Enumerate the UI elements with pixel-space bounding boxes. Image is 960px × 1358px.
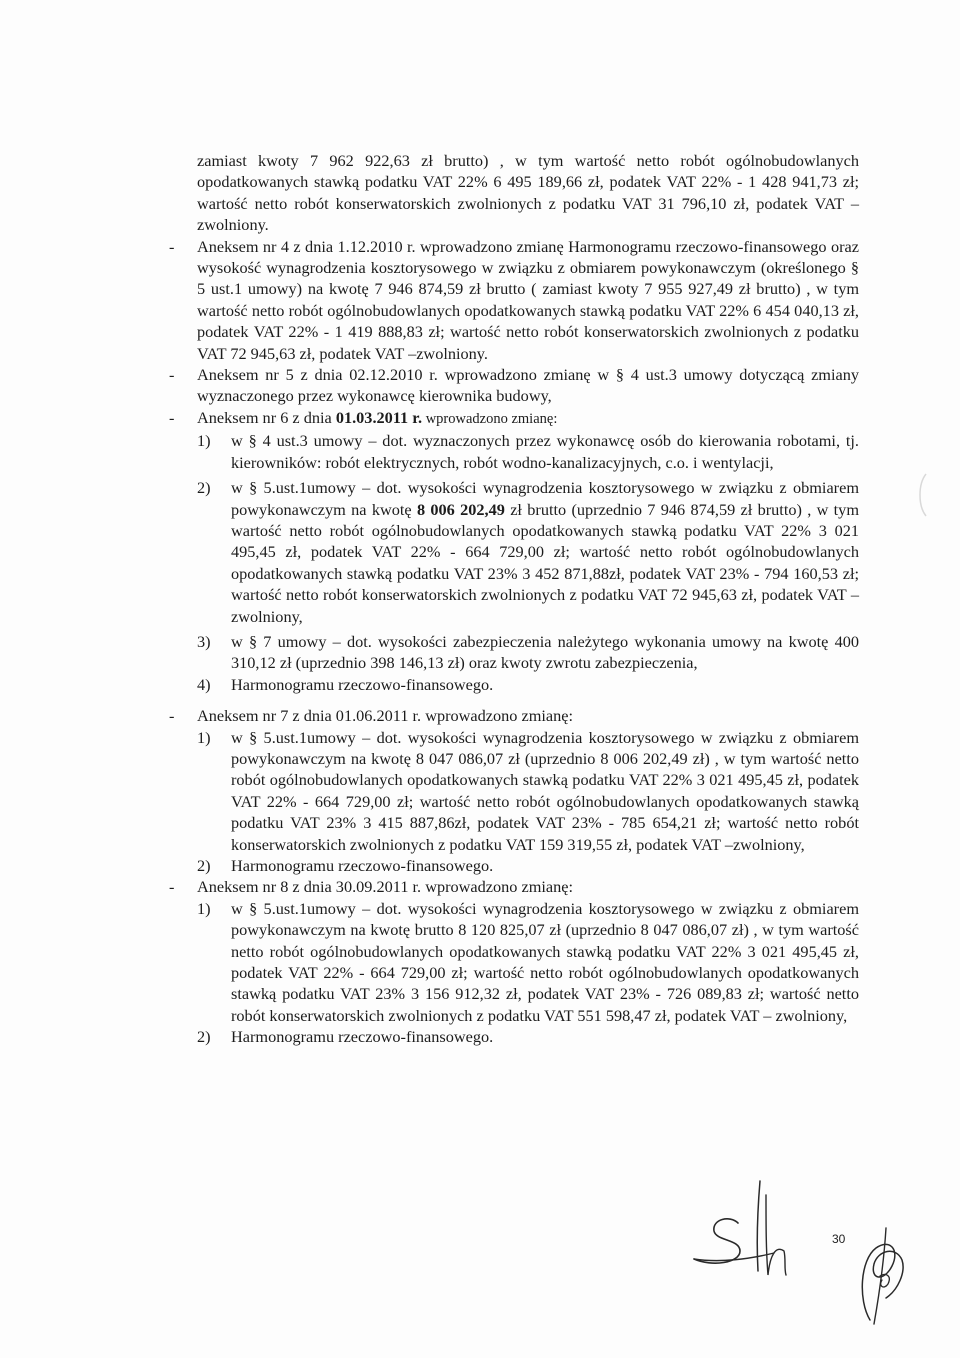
item-number: 1) bbox=[197, 898, 211, 918]
item-number: 4) bbox=[197, 674, 211, 694]
aneks-8-entry bbox=[163, 876, 859, 897]
dash-bullet: - bbox=[169, 236, 175, 256]
aneks-6-item-4 bbox=[163, 674, 859, 695]
aneks-6-item-1 bbox=[163, 430, 859, 473]
item-text: w § 4 ust.3 umowy – dot. wyznaczonych przez wykonawcę osób do kierowania robotami, tj. kierowników: robót elektrycznych, robót wodno-kanalizacyjnych, c.o. i wentylacji, bbox=[231, 431, 859, 472]
aneks-6-lead bbox=[197, 407, 859, 430]
intro-paragraph: zamiast kwoty 7 962 922,63 zł brutto) , w tym wartość netto robót ogólnobudowlanych opodatkowanych stawką podatku VAT 22% 6 495 189,66 zł, podatek VAT 22% - 1 428 941,73 zł; wartość netto robót konserwatorskich zwolnionych z podatku VAT 31 796,10 zł, podatek VAT –zwolniony. bbox=[197, 151, 859, 235]
aneks-5-text: Aneksem nr 5 z dnia 02.12.2010 r. wprowadzono zmianę w § 4 ust.3 umowy dotyczącą zmiany wyznaczonego przez wykonawcę kierownika budowy, bbox=[197, 365, 859, 406]
aneks-6-item-2 bbox=[163, 477, 859, 627]
scan-artifact bbox=[900, 470, 930, 520]
aneks-6-lead-tail: wprowadzono zmianę: bbox=[422, 410, 558, 427]
item-number: 1) bbox=[197, 431, 211, 451]
item-text: Harmonogramu rzeczowo-finansowego. bbox=[231, 674, 494, 694]
aneks-7-entry bbox=[163, 705, 859, 726]
item-number: 1) bbox=[197, 727, 211, 747]
aneks-4-text: Aneksem nr 4 z dnia 1.12.2010 r. wprowadzono zmianę Harmonogramu rzeczowo-finansowego oraz wysokość wynagrodzenia kosztorysowego w związku z obmiarem powykonawczym (określonego § 5 ust.1 umowy) na kwotę 7 946 874,59 zł brutto ( zamiast kwoty 7 955 927,49 zł brutto) , w tym wartość netto robót ogólnobudowlanych opodatkowanych stawką podatku VAT 22% 6 454 040,13 zł, podatek VAT 22% - 1 419 888,83 zł; wartość netto robót konserwatorskich zwolnionych z podatku VAT 72 945,63 zł, podatek VAT –zwolniony. bbox=[197, 236, 859, 363]
aneks-7-item-1 bbox=[163, 727, 859, 855]
aneks-7-lead: Aneksem nr 7 z dnia 01.06.2011 r. wprowadzono zmianę: bbox=[197, 706, 574, 726]
item-text-after: zł brutto (uprzednio 7 946 874,59 zł brutto) , w tym wartość netto robót ogólnobudowlanych opodatkowanych stawką podatku VAT 22% 3 021 495,45 zł, podatek VAT 22% - 664 729,00 zł; wartość netto robót ogólnobudowlanych opodatkowanych stawką podatku VAT 23% 3 452 871,88zł, podatek VAT 23% - 794 160,53 zł; wartość netto robót konserwatorskich zwolnionych z podatku VAT 72 945,63 zł, podatek VAT –zwolniony, bbox=[231, 499, 859, 626]
dash-bullet: - bbox=[169, 877, 175, 897]
handwritten-signature bbox=[690, 1175, 810, 1285]
dash-bullet: - bbox=[169, 365, 175, 385]
aneks-5-entry bbox=[163, 364, 859, 407]
aneks-8-lead: Aneksem nr 8 z dnia 30.09.2011 r. wprowadzono zmianę: bbox=[197, 877, 574, 897]
page-number: 30 bbox=[832, 1232, 846, 1246]
item-text: w § 5.ust.1umowy – dot. wysokości wynagrodzenia kosztorysowego w związku z obmiarem powykonawczym na kwotę brutto 8 120 825,07 zł (uprzednio 8 047 086,07 zł) , w tym wartość netto robót ogólnobudowlanych opodatkowanych stawką podatku VAT 22% 3 021 495,45 zł, podatek VAT 22% - 664 729,00 zł; wartość netto robót ogólnobudowlanych opodatkowanych stawką podatku VAT 23% 3 156 912,32 zł, podatek VAT 23% - 726 089,83 zł; wartość netto robót konserwatorskich zwolnionych z podatku VAT 551 598,47 zł, podatek VAT – zwolniony, bbox=[231, 898, 859, 1025]
item-text: w § 7 umowy – dot. wysokości zabezpieczenia należytego wykonania umowy na kwotę 400 310,12 zł (uprzednio 398 146,13 zł) oraz kwoty zwrotu zabezpieczenia, bbox=[231, 631, 859, 673]
aneks-6-item-3 bbox=[163, 631, 859, 674]
initials-signature bbox=[840, 1220, 920, 1330]
item-amount: 8 006 202,49 bbox=[416, 499, 505, 519]
item-number: 2) bbox=[197, 1027, 211, 1047]
aneks-4-entry bbox=[163, 236, 859, 364]
item-number: 3) bbox=[197, 631, 211, 651]
aneks-6-lead-text: Aneksem nr 6 z dnia bbox=[197, 407, 336, 427]
aneks-6-entry bbox=[163, 407, 859, 430]
aneks-8-item-1 bbox=[163, 898, 859, 1026]
item-number: 2) bbox=[197, 856, 211, 875]
aneks-6-date: 01.03.2011 r. bbox=[335, 407, 423, 427]
item-text-before: w § 5.ust.1umowy – dot. wysokości wynagrodzenia kosztorysowego w związku z obmiarem powykonawczym na kwotę bbox=[231, 478, 859, 519]
item-text: w § 5.ust.1umowy – dot. wysokości wynagrodzenia kosztorysowego w związku z obmiarem powykonawczym na kwotę 8 047 086,07 zł (uprzednio 8 006 202,49 zł) , w tym wartość netto robót ogólnobudowlanych opodatkowanych stawką podatku VAT 22% 3 021 495,45 zł, podatek VAT 22% - 664 729,00 zł; wartość netto robót ogólnobudowlanych opodatkowanych stawką podatku VAT 23% 3 415 887,86zł, podatek VAT 23% - 785 654,21 zł; wartość netto robót konserwatorskich zwolnionych z podatku VAT 159 319,55 zł, podatek VAT –zwolniony, bbox=[231, 727, 859, 854]
aneks-8-item-2 bbox=[163, 1026, 859, 1047]
item-text: Harmonogramu rzeczowo-finansowego. bbox=[231, 856, 494, 875]
aneks-7-item-2 bbox=[163, 855, 859, 876]
document-body bbox=[163, 150, 859, 1048]
item-number: 2) bbox=[197, 478, 211, 498]
item-text: Harmonogramu rzeczowo-finansowego. bbox=[231, 1027, 494, 1047]
dash-bullet: - bbox=[169, 407, 175, 427]
item-text bbox=[231, 477, 859, 627]
dash-bullet: - bbox=[169, 706, 175, 726]
